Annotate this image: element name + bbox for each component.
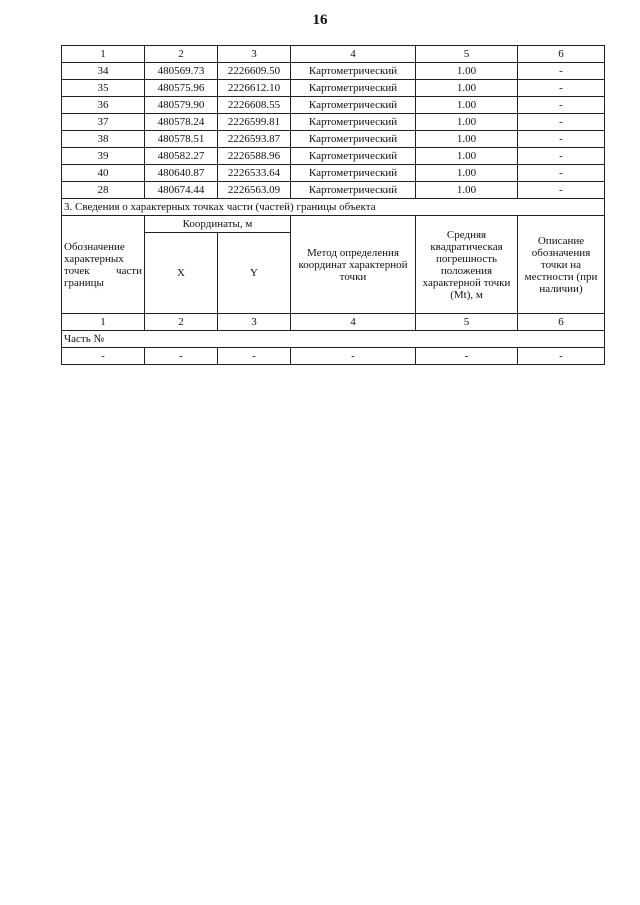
- col-number: 6: [518, 314, 605, 331]
- description-cell: -: [518, 182, 605, 199]
- part-row: [62, 331, 605, 348]
- y-cell: 2226599.81: [218, 114, 291, 131]
- table-row: [62, 182, 605, 199]
- table-row: [62, 165, 605, 182]
- empty-cell: -: [291, 348, 416, 365]
- page-number: 16: [312, 12, 328, 28]
- method-cell: Картометрический: [291, 114, 416, 131]
- method-header: Метод определения координат характерной точки: [291, 216, 416, 314]
- column-numbers-row: [62, 314, 605, 331]
- point-cell: 37: [62, 114, 145, 131]
- y-cell: 2226608.55: [218, 97, 291, 114]
- empty-cell: -: [218, 348, 291, 365]
- method-cell: Картометрический: [291, 63, 416, 80]
- mt-cell: 1.00: [416, 63, 518, 80]
- mt-cell: 1.00: [416, 131, 518, 148]
- col-number: 6: [518, 46, 605, 63]
- part-label: Часть №: [62, 331, 605, 348]
- col-number: 5: [416, 314, 518, 331]
- description-cell: -: [518, 80, 605, 97]
- y-header: Y: [218, 233, 291, 314]
- x-cell: 480640.87: [145, 165, 218, 182]
- empty-cell: -: [518, 348, 605, 365]
- col-number: 3: [218, 46, 291, 63]
- boundary-points-table: [61, 45, 605, 365]
- mt-cell: 1.00: [416, 165, 518, 182]
- table-row: [62, 97, 605, 114]
- empty-cell: -: [62, 348, 145, 365]
- description-cell: -: [518, 97, 605, 114]
- description-cell: -: [518, 165, 605, 182]
- y-cell: 2226563.09: [218, 182, 291, 199]
- y-cell: 2226612.10: [218, 80, 291, 97]
- y-cell: 2226609.50: [218, 63, 291, 80]
- table-row: [62, 148, 605, 165]
- y-cell: 2226593.87: [218, 131, 291, 148]
- point-cell: 40: [62, 165, 145, 182]
- x-cell: 480569.73: [145, 63, 218, 80]
- col-number: 4: [291, 314, 416, 331]
- mt-header: Средняя квадратическая погрешность положения характерной точки (Mt), м: [416, 216, 518, 314]
- col-number: 1: [62, 314, 145, 331]
- point-cell: 34: [62, 63, 145, 80]
- col-number: 5: [416, 46, 518, 63]
- table-row: [62, 63, 605, 80]
- point-cell: 35: [62, 80, 145, 97]
- point-cell: 36: [62, 97, 145, 114]
- point-cell: 39: [62, 148, 145, 165]
- description-cell: -: [518, 148, 605, 165]
- x-cell: 480578.24: [145, 114, 218, 131]
- table-row: [62, 131, 605, 148]
- point-cell: 38: [62, 131, 145, 148]
- point-cell: 28: [62, 182, 145, 199]
- empty-row: [62, 348, 605, 365]
- mt-cell: 1.00: [416, 182, 518, 199]
- method-cell: Картометрический: [291, 80, 416, 97]
- mt-cell: 1.00: [416, 114, 518, 131]
- x-cell: 480579.90: [145, 97, 218, 114]
- method-cell: Картометрический: [291, 97, 416, 114]
- header-row: [62, 216, 605, 233]
- table-row: [62, 80, 605, 97]
- x-cell: 480674.44: [145, 182, 218, 199]
- empty-cell: -: [145, 348, 218, 365]
- col-number: 1: [62, 46, 145, 63]
- col-number: 4: [291, 46, 416, 63]
- description-header: Описание обозначения точки на местности (при наличии): [518, 216, 605, 314]
- section-title: 3. Сведения о характерных точках части (частей) границы объекта: [62, 199, 605, 216]
- x-cell: 480575.96: [145, 80, 218, 97]
- table-row: [62, 114, 605, 131]
- column-numbers-row: [62, 46, 605, 63]
- method-cell: Картометрический: [291, 165, 416, 182]
- method-cell: Картометрический: [291, 148, 416, 165]
- y-cell: 2226533.64: [218, 165, 291, 182]
- col-number: 3: [218, 314, 291, 331]
- y-cell: 2226588.96: [218, 148, 291, 165]
- col-number: 2: [145, 46, 218, 63]
- mt-cell: 1.00: [416, 80, 518, 97]
- description-cell: -: [518, 131, 605, 148]
- x-cell: 480582.27: [145, 148, 218, 165]
- mt-cell: 1.00: [416, 148, 518, 165]
- col-number: 2: [145, 314, 218, 331]
- designation-header: Обозначение характерных точек части границы: [62, 216, 145, 314]
- section-title-row: [62, 199, 605, 216]
- x-header: X: [145, 233, 218, 314]
- empty-cell: -: [416, 348, 518, 365]
- method-cell: Картометрический: [291, 131, 416, 148]
- x-cell: 480578.51: [145, 131, 218, 148]
- description-cell: -: [518, 63, 605, 80]
- method-cell: Картометрический: [291, 182, 416, 199]
- coords-header: Координаты, м: [145, 216, 291, 233]
- mt-cell: 1.00: [416, 97, 518, 114]
- description-cell: -: [518, 114, 605, 131]
